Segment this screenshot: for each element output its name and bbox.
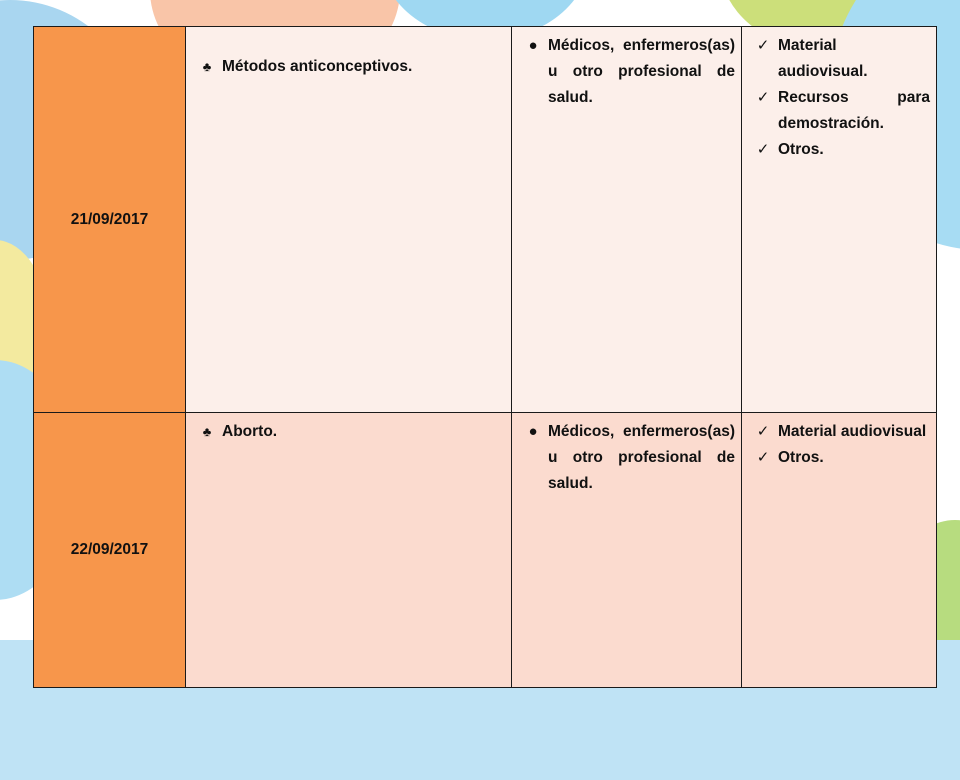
responsible-item xyxy=(518,419,735,497)
topic-text: Aborto. xyxy=(222,423,278,440)
responsible-cell xyxy=(512,27,742,413)
resource-text: Recursos para demostración. xyxy=(778,89,930,132)
date-text: 21/09/2017 xyxy=(70,210,149,228)
responsible-item xyxy=(518,33,735,111)
resource-text: Otros. xyxy=(778,449,824,466)
topic-item xyxy=(192,419,505,445)
responsible-text: Médicos, enfermeros(as) u otro profesional de salud. xyxy=(548,423,735,492)
bullet-dot-icon: ● xyxy=(528,37,538,54)
resource-text: Material audiovisual. xyxy=(778,37,868,80)
checkmark-icon: ✓ xyxy=(756,423,770,440)
date-cell xyxy=(34,413,186,688)
date-cell xyxy=(34,27,186,413)
resource-text: Otros. xyxy=(778,141,824,158)
resource-item xyxy=(748,137,930,163)
resource-item xyxy=(748,33,930,85)
topic-text: Métodos anticonceptivos. xyxy=(222,58,413,75)
resource-item xyxy=(748,445,930,471)
resources-cell xyxy=(742,413,937,688)
checkmark-icon: ✓ xyxy=(756,141,770,158)
resource-text: Material audiovisual xyxy=(778,423,927,440)
resource-item xyxy=(748,85,930,137)
table-row xyxy=(34,413,937,688)
topic-cell xyxy=(186,413,512,688)
club-suit-icon: ♣ xyxy=(202,59,212,74)
topic-cell xyxy=(186,27,512,413)
bullet-dot-icon: ● xyxy=(528,423,538,440)
topic-item xyxy=(192,54,505,80)
club-suit-icon: ♣ xyxy=(202,424,212,439)
table-row xyxy=(34,27,937,413)
checkmark-icon: ✓ xyxy=(756,449,770,466)
responsible-cell xyxy=(512,413,742,688)
checkmark-icon: ✓ xyxy=(756,37,770,54)
resources-cell xyxy=(742,27,937,413)
schedule-table xyxy=(33,26,937,688)
checkmark-icon: ✓ xyxy=(756,89,770,106)
resource-item xyxy=(748,419,930,445)
date-text: 22/09/2017 xyxy=(70,541,149,558)
responsible-text: Médicos, enfermeros(as) u otro profesional de salud. xyxy=(548,37,735,106)
